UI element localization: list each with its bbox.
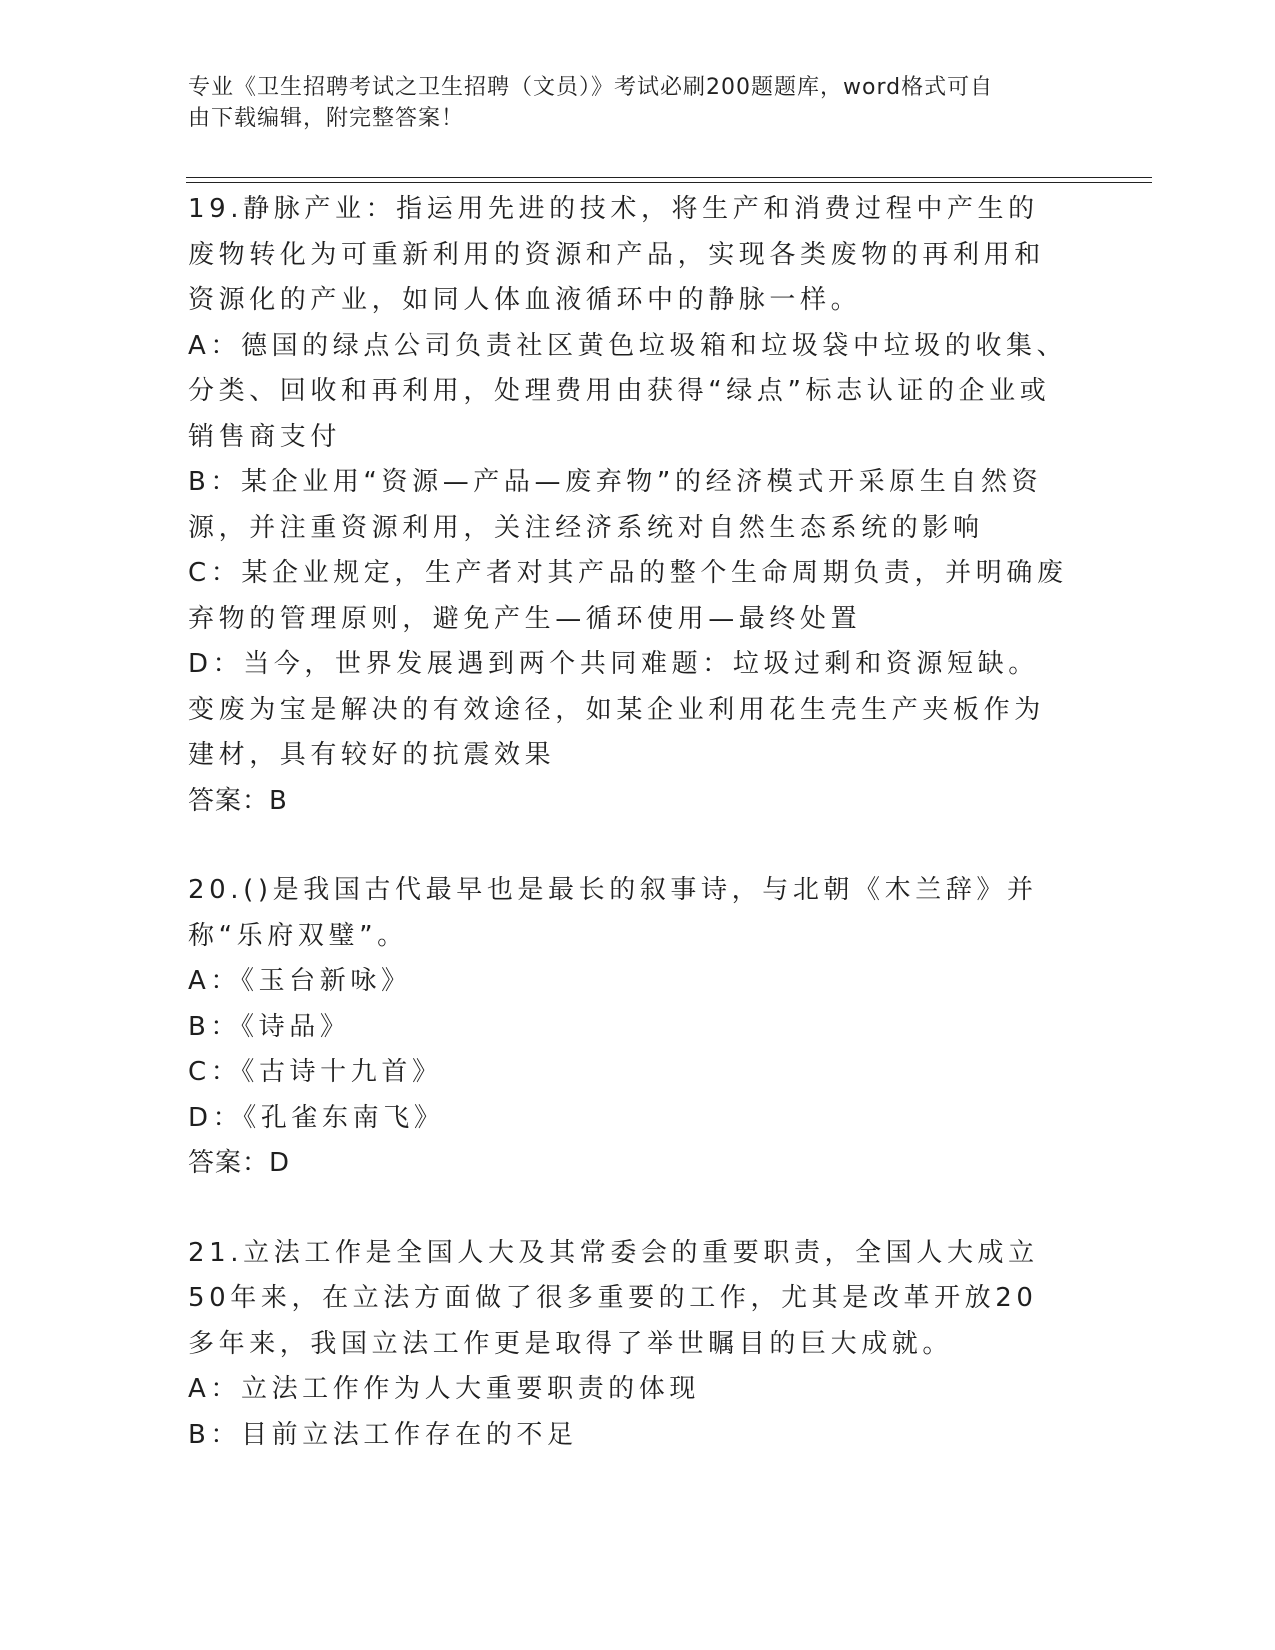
header-line-1: 专业《卫生招聘考试之卫生招聘（文员）》考试必刷200题题库，word格式可自 [188,75,994,100]
question-20 [188,868,1068,1187]
option-b: B：某企业用“资源—产品—废弃物”的经济模式开采原生自然资源，并注重资源利用，关注经济系统对自然生态系统的影响 [188,467,1043,543]
question-19 [188,187,1068,824]
document-header [188,72,1068,134]
question-stem: 19.静脉产业：指运用先进的技术，将生产和消费过程中产生的废物转化为可重新利用的资源和产品，实现各类废物的再利用和资源化的产业，如同人体血液循环中的静脉一样。 [188,194,1045,315]
question-stem: 21.立法工作是全国人大及其常委会的重要职责，全国人大成立50年来，在立法方面做了很多重要的工作，尤其是改革开放20多年来，我国立法工作更是取得了举世瞩目的巨大成就。 [188,1237,1039,1359]
question-list [188,187,1068,1458]
option-a: A：立法工作作为人大重要职责的体现 [188,1374,700,1404]
question-stem: 20.()是我国古代最早也是最长的叙事诗，与北朝《木兰辞》并称“乐府双璧”。 [188,875,1038,951]
option-a: A：德国的绿点公司负责社区黄色垃圾箱和垃圾袋中垃圾的收集、分类、回收和再利用，处理费用由获得“绿点”标志认证的企业或销售商支付 [188,330,1068,452]
header-line-2: 由下载编辑，附完整答案！ [188,106,465,131]
option-a: A：《玉台新咏》 [188,966,412,996]
question-21 [188,1231,1068,1459]
header-divider-bottom [186,182,1152,183]
option-d: D：当今，世界发展遇到两个共同难题：垃圾过剩和资源短缺。变废为宝是解决的有效途径，如某企业利用花生壳生产夹板作为建材，具有较好的抗震效果 [188,649,1045,770]
option-d: D：《孔雀东南飞》 [188,1102,445,1133]
answer-line: 答案：D [188,1148,291,1178]
option-c: C：《古诗十九首》 [188,1057,443,1087]
option-c: C：某企业规定，生产者对其产品的整个生命周期负责，并明确废弃物的管理原则，避免产生—循环使用—最终处置 [188,558,1068,634]
answer-line: 答案：B [188,785,288,816]
header-divider-top [186,177,1152,178]
option-b: B：目前立法工作存在的不足 [188,1419,578,1450]
option-b: B：《诗品》 [188,1011,351,1042]
